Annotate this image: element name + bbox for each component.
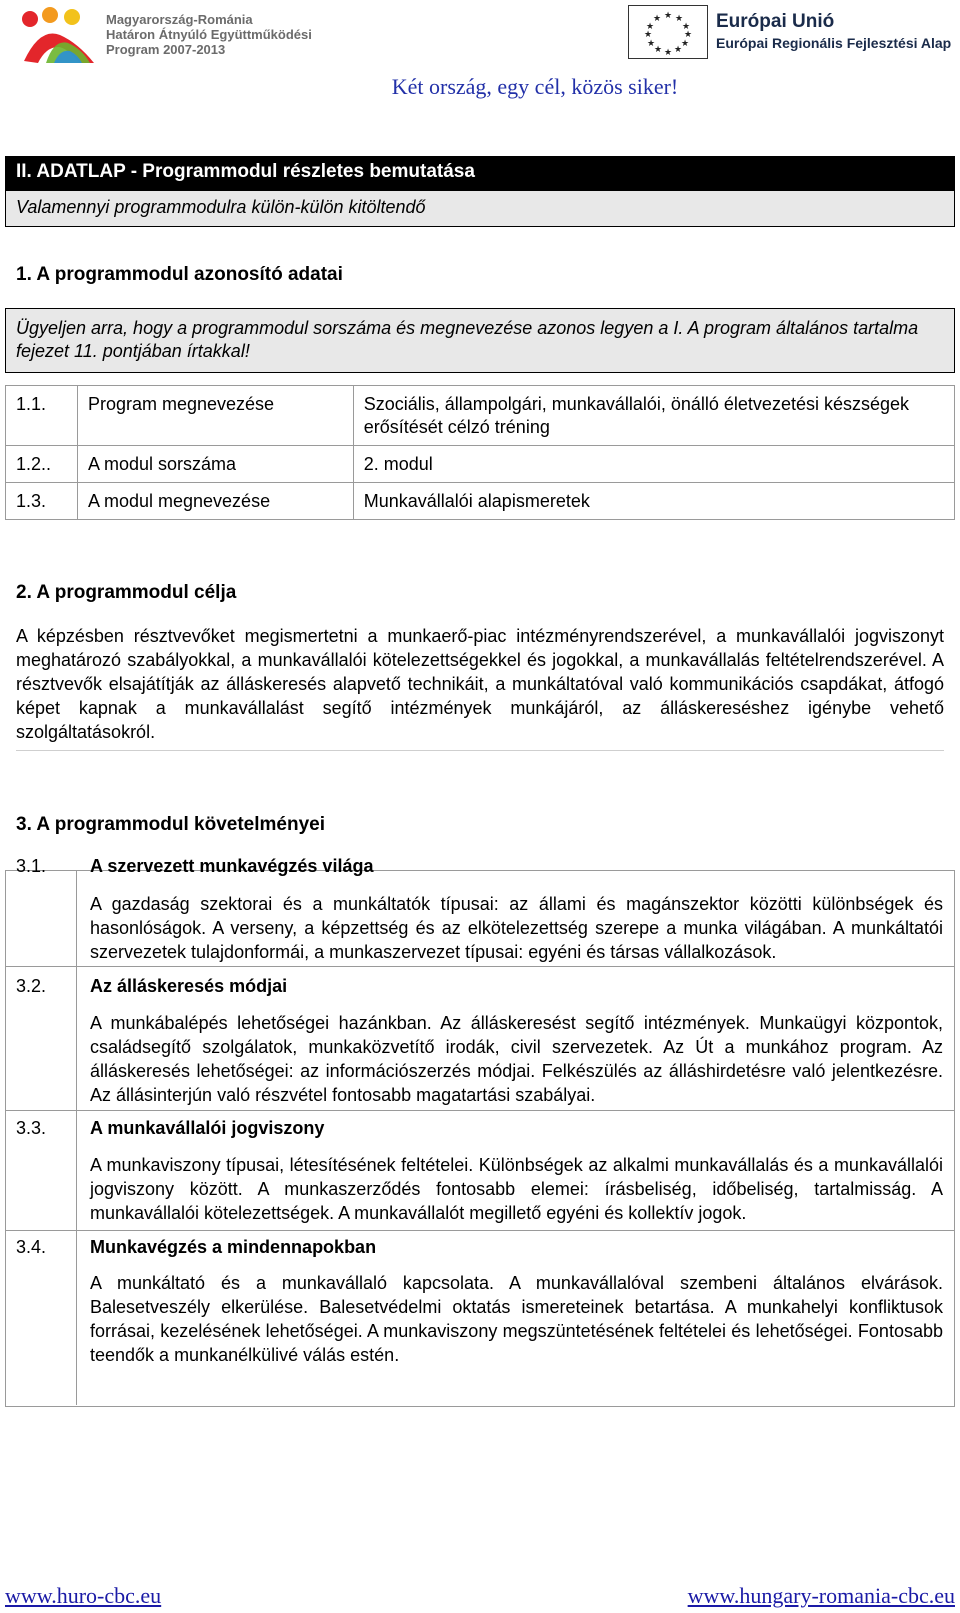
identification-table — [5, 385, 955, 520]
section2-heading: 2. A programmodul célja — [16, 582, 237, 603]
program-logo — [20, 5, 320, 65]
logo-line-2: Határon Átnyúló Együttműködési — [106, 27, 312, 42]
req-number: 3.2. — [16, 976, 47, 996]
svg-text:★: ★ — [674, 13, 684, 23]
svg-text:★: ★ — [683, 29, 693, 39]
section1-heading: 1. A programmodul azonosító adatai — [16, 264, 343, 285]
row-value: Munkavállalói alapismeretek — [353, 483, 954, 520]
req-text: A munkaviszony típusai, létesítésének feltételei. Különbségek az alkalmi munkavállalás és a munkavállalói jogviszony között. A munkaszerződés fontosabb elemei: írásbeliség, időbeliség, tartalmisság. A munkavállalói kötelezettségek. A munkavállalót megillető egyéni és kollektív jogok. — [90, 1155, 943, 1223]
divider — [76, 870, 77, 1405]
row-label: Program megnevezése — [77, 386, 353, 446]
row-value: Szociális, állampolgári, munkavállalói, önálló életvezetési készségek erősítését célzó tréning — [353, 386, 954, 446]
svg-text:★: ★ — [646, 38, 656, 48]
svg-text:★: ★ — [663, 47, 673, 57]
svg-text:★: ★ — [643, 29, 653, 39]
req-title: Munkavégzés a mindennapokban — [90, 1237, 377, 1257]
program-logo-icon — [20, 5, 100, 65]
svg-text:★: ★ — [653, 44, 663, 54]
svg-text:★: ★ — [680, 38, 690, 48]
row-value: 2. modul — [353, 446, 954, 483]
row-number: 1.1. — [6, 386, 78, 446]
divider — [5, 1110, 955, 1111]
svg-text:★: ★ — [663, 10, 673, 20]
req-number: 3.3. — [16, 1118, 47, 1138]
eu-flag-icon — [628, 5, 708, 59]
row-number: 1.3. — [6, 483, 78, 520]
svg-text:★: ★ — [673, 44, 683, 54]
svg-text:★: ★ — [652, 13, 662, 23]
eu-title: Európai Unió — [716, 11, 835, 32]
footer-link-right[interactable]: www.hungary-romania-cbc.eu — [687, 1583, 955, 1608]
table-row — [6, 386, 955, 446]
table-row — [6, 446, 955, 483]
row-number: 1.2.. — [6, 446, 78, 483]
req-text: A munkábalépés lehetőségei hazánkban. Az álláskeresést segítő intézmények. Munkaügyi központok, családsegítő szolgálatok, munkaközvetítő irodák, civil szervezetek. Az Út a munkához program. Az álláskeresés lehetőségei: az információszerzés módjai. Felkészülés az álláshirdetésre való jelentkezésre. Az állásinterjún való részvétel fontosabb magatartási szabályai. — [90, 1013, 943, 1105]
title-sub: Valamennyi programmodulra külön-külön kitöltendő — [6, 190, 954, 226]
svg-text:★: ★ — [645, 21, 655, 31]
req-title: A munkavállalói jogviszony — [90, 1118, 325, 1138]
req-title: A szervezett munkavégzés világa — [90, 856, 374, 876]
req-number: 3.4. — [16, 1237, 47, 1257]
divider — [5, 1230, 955, 1231]
req-text: A gazdaság szektorai és a munkáltatók típusai: az állami és magánszektor közötti különbségek és hasonlóságok. A verseny, a képzettség és az elkötelezettség szerepe a munka világában. A munkáltatói szervezetek tulajdonformái, a munkaszervezet típusai: egyéni és társas vállalkozások. — [90, 894, 943, 962]
row-label: A modul sorszáma — [77, 446, 353, 483]
divider — [5, 966, 955, 967]
row-label: A modul megnevezése — [77, 483, 353, 520]
slogan: Két ország, egy cél, közös siker! — [391, 74, 679, 99]
table-row — [6, 483, 955, 520]
title-main: II. ADATLAP - Programmodul részletes bemutatása — [6, 157, 954, 190]
req-text: A munkáltató és a munkavállaló kapcsolata. A munkavállalóval szembeni általános elvárások. Balesetveszély elkerülése. Balesetvédelmi oktatás ismereteinek betartása. A munkahelyi konfliktusok forrásai, kezelésének lehetőségei. A munkaviszony megszüntetésének feltételei és lehetőségei. Fontosabb teendők a munkanélkülivé válás estén. — [90, 1273, 943, 1365]
footer-link-left[interactable]: www.huro-cbc.eu — [5, 1583, 162, 1608]
logo-line-1: Magyarország-Románia — [106, 12, 253, 27]
req-number: 3.1. — [16, 856, 47, 876]
section2-text: A képzésben résztvevőket megismertetni a munkaerő-piac intézményrendszerével, a munkavállalói jogviszonyt meghatározó szabályokkal, a munkavállalói kötelezettségekkel és jogokkal, a munkavállalás feltételrendszerével. A résztvevők elsajátítják az álláskeresés alapvető technikáit, a munkáltatóval való kommunikációs csapdákat, átfogó képet kapnak a munkavállalást segítő intézmények munkájáról, az álláskereséshez igénybe vehető szolgáltatásokról. — [16, 624, 944, 751]
section1-note: Ügyeljen arra, hogy a programmodul sorszáma és megnevezése azonos legyen a I. A program általános tartalma fejezet 11. pontjában írtakkal! — [5, 308, 955, 373]
eu-subtitle: Európai Regionális Fejlesztési Alap — [716, 35, 952, 51]
title-box — [5, 156, 955, 227]
eu-label — [716, 10, 951, 52]
logo-line-3: Program 2007-2013 — [106, 42, 226, 57]
section3-heading: 3. A programmodul követelményei — [16, 814, 326, 835]
svg-text:★: ★ — [681, 21, 691, 31]
req-title: Az álláskeresés módjai — [90, 976, 288, 996]
